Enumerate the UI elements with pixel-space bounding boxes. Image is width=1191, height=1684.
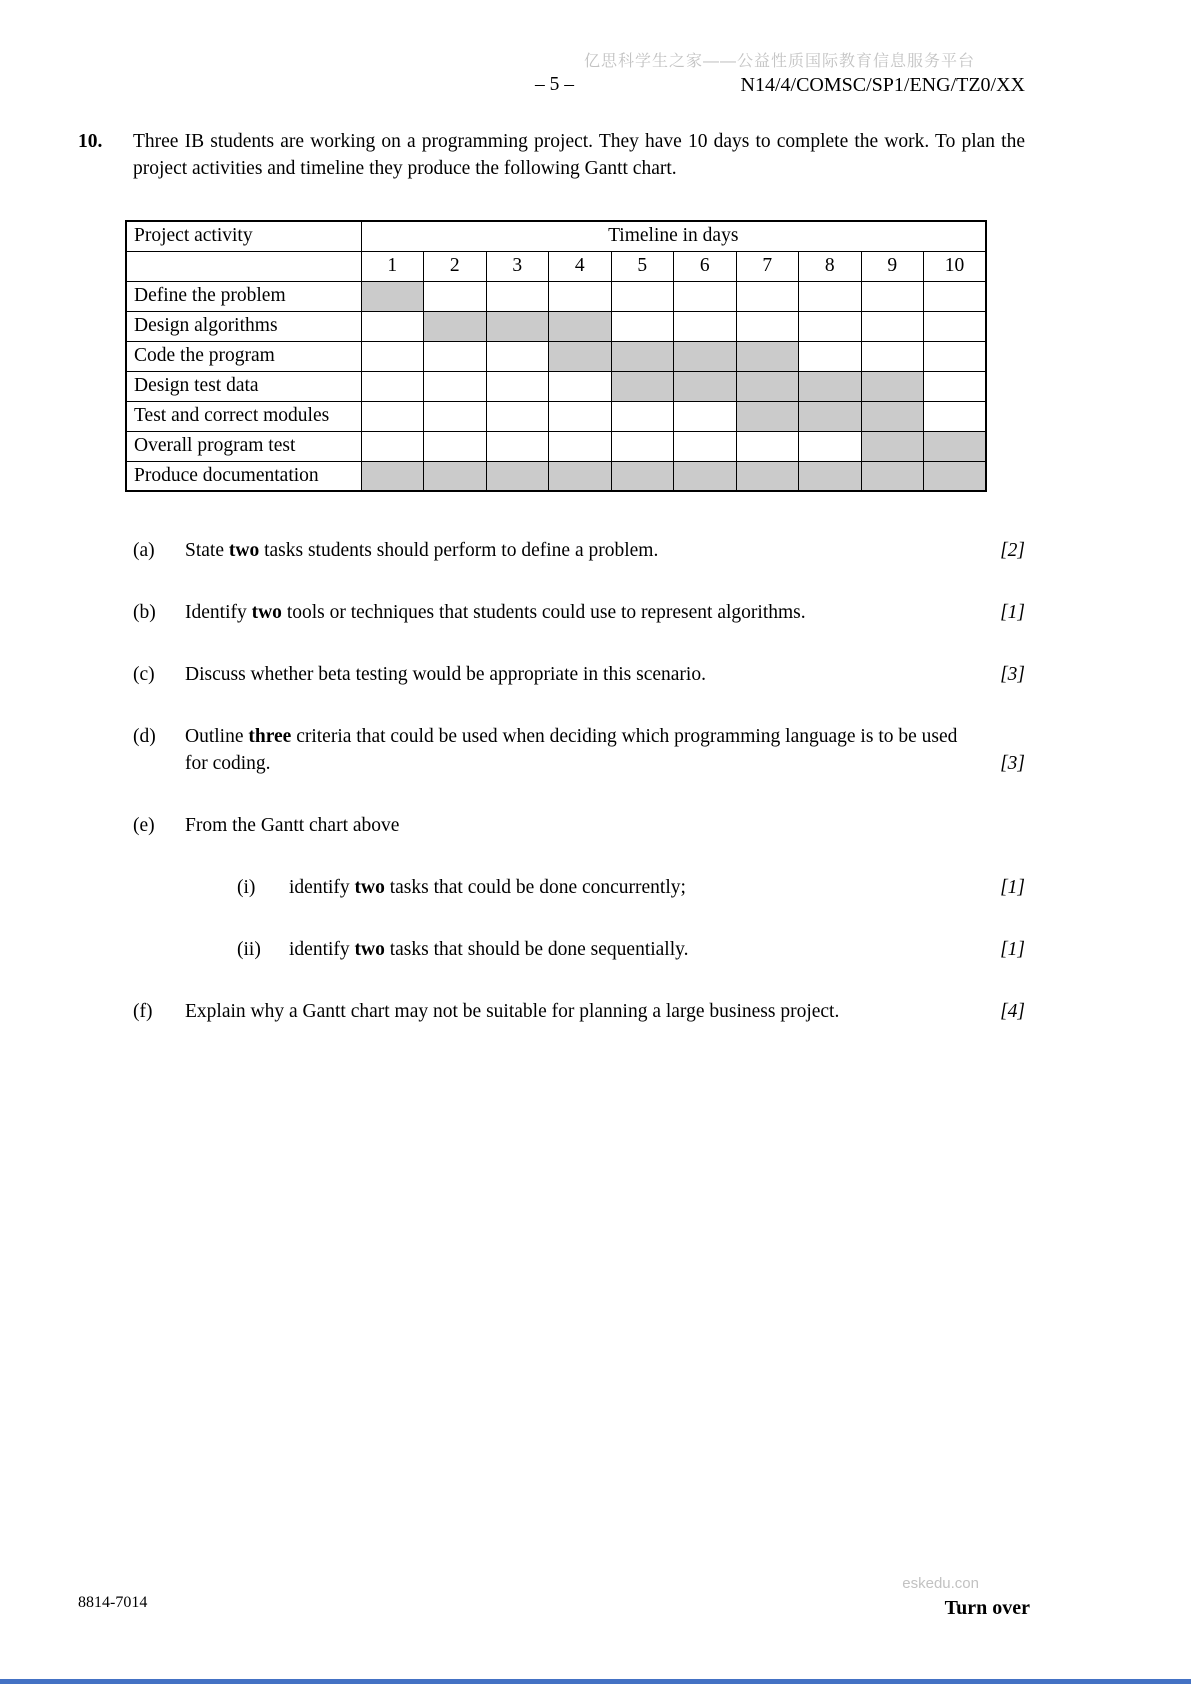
part-label: (e) [133, 815, 155, 836]
gantt-cell-empty [674, 401, 737, 431]
gantt-cell-shaded [861, 431, 924, 461]
gantt-cell-empty [611, 311, 674, 341]
gantt-cell-empty [549, 401, 612, 431]
gantt-cell-empty [799, 431, 862, 461]
gantt-cell-shaded [861, 371, 924, 401]
gantt-cell-empty [486, 401, 549, 431]
gantt-day-number: 5 [611, 251, 674, 281]
gantt-cell-empty [924, 281, 987, 311]
gantt-activity-label: Produce documentation [126, 461, 361, 491]
question-number: 10. [78, 131, 103, 152]
question-intro-text: Three IB students are working on a programming project. They have 10 days to complete the work. To plan the project activities and timeline they produce the following Gantt chart. [133, 131, 1025, 179]
gantt-cell-empty [549, 371, 612, 401]
gantt-cell-shaded [861, 401, 924, 431]
gantt-activity-label: Overall program test [126, 431, 361, 461]
question-part [133, 998, 1025, 1025]
part-marks: [1] [1000, 602, 1025, 623]
gantt-cell-shaded [424, 461, 487, 491]
question-part [133, 723, 1025, 777]
gantt-cell-empty [799, 311, 862, 341]
gantt-day-number: 8 [799, 251, 862, 281]
gantt-day-number: 3 [486, 251, 549, 281]
gantt-activity-header: Project activity [126, 221, 361, 251]
gantt-days-row [126, 251, 986, 281]
question-part-sub [237, 936, 1025, 963]
gantt-cell-empty [924, 311, 987, 341]
gantt-cell-empty [674, 311, 737, 341]
gantt-day-number: 10 [924, 251, 987, 281]
gantt-cell-shaded [736, 401, 799, 431]
gantt-day-number: 2 [424, 251, 487, 281]
part-label: (ii) [237, 939, 261, 960]
gantt-activity-label: Design algorithms [126, 311, 361, 341]
paper-code: N14/4/COMSC/SP1/ENG/TZ0/XX [740, 74, 1025, 96]
gantt-cell-empty [361, 401, 424, 431]
part-text: Discuss whether beta testing would be appropriate in this scenario. [185, 664, 706, 685]
part-label: (f) [133, 1001, 153, 1022]
gantt-cell-empty [424, 431, 487, 461]
gantt-cell-shaded [611, 371, 674, 401]
gantt-day-number: 4 [549, 251, 612, 281]
gantt-row [126, 281, 986, 311]
gantt-cell-shaded [486, 461, 549, 491]
part-text: identify two tasks that should be done sequentially. [289, 939, 689, 960]
gantt-row [126, 401, 986, 431]
gantt-activity-label: Design test data [126, 371, 361, 401]
gantt-cell-empty [924, 341, 987, 371]
part-text: Identify two tools or techniques that students could use to represent algorithms. [185, 602, 806, 623]
part-label: (i) [237, 877, 256, 898]
gantt-cell-shaded [674, 461, 737, 491]
gantt-activity-label: Test and correct modules [126, 401, 361, 431]
gantt-cell-empty [424, 341, 487, 371]
main-content [78, 128, 1025, 1060]
gantt-activity-label: Code the program [126, 341, 361, 371]
gantt-cell-empty [361, 311, 424, 341]
gantt-cell-empty [361, 341, 424, 371]
gantt-cell-shaded [361, 461, 424, 491]
part-label: (a) [133, 540, 155, 561]
question-part-sub [237, 874, 1025, 901]
gantt-cell-empty [361, 431, 424, 461]
gantt-cell-shaded [799, 371, 862, 401]
gantt-cell-shaded [799, 461, 862, 491]
header-watermark: 亿思科学生之家——公益性质国际教育信息服务平台 [583, 53, 975, 70]
question-10 [78, 128, 1025, 182]
part-text: Outline three criteria that could be used when deciding which programming language is to be used for coding. [185, 726, 958, 774]
question-part [133, 661, 1025, 688]
part-marks: [3] [1000, 664, 1025, 685]
gantt-cell-empty [486, 431, 549, 461]
gantt-cell-shaded [549, 461, 612, 491]
gantt-cell-empty [924, 401, 987, 431]
part-marks: [3] [1000, 753, 1025, 774]
question-part [133, 812, 1025, 839]
gantt-cell-empty [611, 401, 674, 431]
gantt-chart-table [125, 220, 987, 492]
gantt-cell-empty [861, 311, 924, 341]
gantt-row [126, 371, 986, 401]
gantt-cell-empty [924, 371, 987, 401]
question-part [133, 537, 1025, 564]
turn-over-label: Turn over [944, 1597, 1030, 1619]
gantt-cell-empty [486, 371, 549, 401]
gantt-cell-empty [424, 371, 487, 401]
part-label: (c) [133, 664, 155, 685]
gantt-cell-empty [486, 281, 549, 311]
gantt-header-row [126, 221, 986, 251]
gantt-cell-shaded [861, 461, 924, 491]
footer-doc-code: 8814-7014 [78, 1594, 148, 1611]
part-label: (d) [133, 726, 156, 747]
gantt-day-number: 1 [361, 251, 424, 281]
gantt-cell-empty [861, 341, 924, 371]
footer-watermark: eskedu.con [902, 1575, 979, 1592]
gantt-cell-shaded [549, 341, 612, 371]
bottom-bar [0, 1679, 1191, 1684]
gantt-day-number: 6 [674, 251, 737, 281]
gantt-cell-shaded [486, 311, 549, 341]
gantt-activity-label: Define the problem [126, 281, 361, 311]
gantt-cell-empty [549, 281, 612, 311]
gantt-cell-shaded [736, 461, 799, 491]
gantt-row [126, 431, 986, 461]
gantt-cell-empty [736, 281, 799, 311]
gantt-cell-shaded [424, 311, 487, 341]
gantt-cell-empty [361, 371, 424, 401]
gantt-cell-shaded [736, 341, 799, 371]
gantt-cell-shaded [361, 281, 424, 311]
gantt-cell-empty [424, 401, 487, 431]
question-part [133, 599, 1025, 626]
gantt-cell-empty [486, 341, 549, 371]
gantt-cell-shaded [549, 311, 612, 341]
gantt-cell-shaded [799, 401, 862, 431]
part-text: Explain why a Gantt chart may not be suitable for planning a large business project. [185, 1001, 840, 1022]
gantt-cell-shaded [674, 371, 737, 401]
gantt-cell-empty [424, 281, 487, 311]
gantt-row [126, 461, 986, 491]
part-marks: [4] [1000, 1001, 1025, 1022]
gantt-cell-empty [611, 281, 674, 311]
gantt-cell-empty [736, 431, 799, 461]
gantt-cell-empty [549, 431, 612, 461]
gantt-cell-empty [736, 311, 799, 341]
question-parts [133, 537, 1025, 1025]
part-text: identify two tasks that could be done concurrently; [289, 877, 686, 898]
part-marks: [1] [1000, 939, 1025, 960]
gantt-empty-cell [126, 251, 361, 281]
gantt-cell-empty [799, 341, 862, 371]
gantt-cell-empty [674, 431, 737, 461]
gantt-cell-shaded [736, 371, 799, 401]
gantt-day-number: 9 [861, 251, 924, 281]
page-number: – 5 – [535, 74, 574, 95]
gantt-cell-shaded [924, 461, 987, 491]
gantt-row [126, 311, 986, 341]
part-label: (b) [133, 602, 156, 623]
gantt-cell-shaded [611, 341, 674, 371]
part-text: State two tasks students should perform to define a problem. [185, 540, 659, 561]
part-marks: [2] [1000, 540, 1025, 561]
part-text: From the Gantt chart above [185, 815, 400, 836]
gantt-cell-shaded [611, 461, 674, 491]
gantt-day-number: 7 [736, 251, 799, 281]
gantt-cell-empty [674, 281, 737, 311]
gantt-cell-empty [611, 431, 674, 461]
gantt-timeline-header: Timeline in days [361, 221, 986, 251]
gantt-cell-shaded [924, 431, 987, 461]
gantt-cell-empty [861, 281, 924, 311]
gantt-row [126, 341, 986, 371]
gantt-cell-shaded [674, 341, 737, 371]
gantt-cell-empty [799, 281, 862, 311]
part-marks: [1] [1000, 877, 1025, 898]
